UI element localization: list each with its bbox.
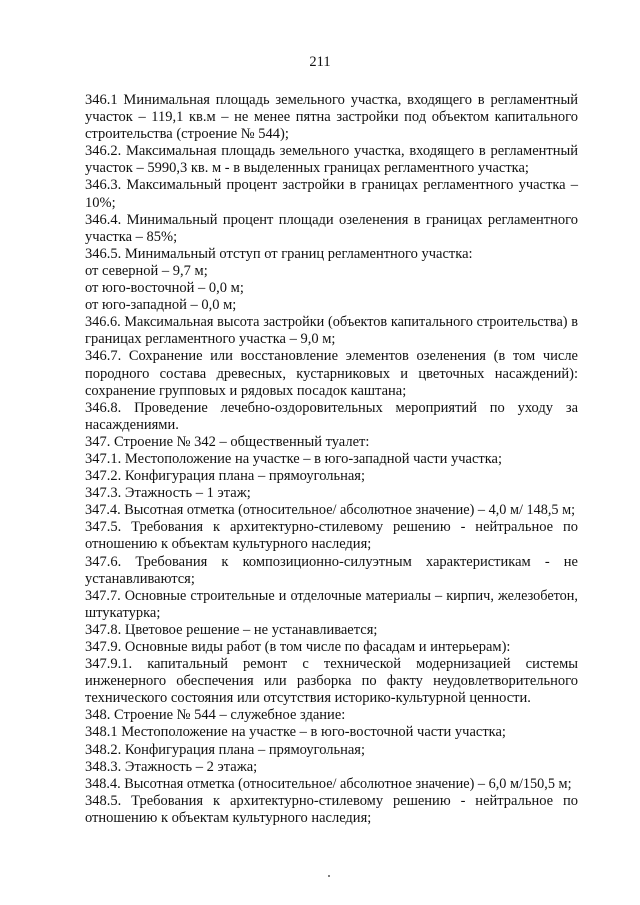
text-line: 347.6. Требования к композиционно-силуэтным характеристикам - не [85, 553, 578, 570]
text-line: 348.4. Высотная отметка (относительное/ абсолютное значение) – 6,0 м/150,5 м; [85, 775, 572, 792]
text-line: 348.5. Требования к архитектурно-стилевому решению - нейтральное по [85, 792, 578, 809]
text-line: отношению к объектам культурного наследия; [85, 809, 372, 826]
text-line: участка – 85%; [85, 228, 178, 245]
text-line: породного состава древесных, кустарниковых и цветочных насаждений): [85, 365, 578, 382]
text-line: 346.7. Сохранение или восстановление элементов озеленения (в том числе [85, 348, 578, 365]
text-line: 348.3. Этажность – 2 этажа; [85, 758, 258, 775]
document-body [85, 92, 578, 827]
text-line: 10%; [85, 194, 116, 211]
text-line: границах регламентного участка – 9,0 м; [85, 331, 336, 348]
text-line: штукатурка; [85, 604, 161, 621]
text-line: от северной – 9,7 м; [85, 262, 208, 279]
text-line: 347.7. Основные строительные и отделочные материалы – кирпич, железобетон, [85, 587, 578, 604]
text-line: 347. Строение № 342 – общественный туалет: [85, 433, 370, 450]
text-line: 346.5. Минимальный отступ от границ регламентного участка: [85, 245, 473, 262]
text-line: 348.1 Местоположение на участке – в юго-восточной части участка; [85, 724, 506, 741]
text-line: 348. Строение № 544 – служебное здание: [85, 707, 346, 724]
text-line: насаждениями. [85, 416, 179, 433]
text-line: устанавливаются; [85, 570, 195, 587]
text-line: 347.5. Требования к архитектурно-стилевому решению - нейтральное по [85, 519, 578, 536]
text-line: сохранение групповых и рядовых посадок каштана; [85, 382, 407, 399]
page-number: 211 [309, 54, 331, 70]
text-line: 347.9. Основные виды работ (в том числе по фасадам и интерьерам): [85, 639, 511, 655]
text-line: от юго-западной – 0,0 м; [85, 297, 237, 314]
scan-speck [328, 875, 330, 877]
text-line: 347.3. Этажность – 1 этаж; [85, 485, 251, 502]
text-line: 347.4. Высотная отметка (относительное/ абсолютное значение) – 4,0 м/ 148,5 м; [85, 502, 576, 519]
text-line: 347.9.1. капитальный ремонт с технической модернизацией системы [85, 656, 578, 673]
text-line: 346.2. Максимальная площадь земельного участка, входящего в регламентный [85, 143, 578, 160]
text-line: 346.1 Минимальная площадь земельного участка, входящего в регламентный [85, 92, 578, 108]
text-line: 347.2. Конфигурация плана – прямоугольная; [85, 468, 366, 485]
text-line: 347.8. Цветовое решение – не устанавливается; [85, 621, 378, 638]
text-line: технического состояния или отсутствия историко-культурной ценности. [85, 690, 531, 707]
text-line: 346.3. Максимальный процент застройки в границах регламентного участка – [85, 177, 578, 194]
text-line: 346.8. Проведение лечебно-оздоровительных мероприятий по уходу за [85, 399, 578, 416]
text-line: от юго-восточной – 0,0 м; [85, 280, 244, 297]
text-line: 346.4. Минимальный процент площади озеленения в границах регламентного [85, 211, 578, 228]
text-line: 348.2. Конфигурация плана – прямоугольная; [85, 741, 366, 758]
text-line: инженерного обеспечения или разборка по факту неудовлетворительного [85, 673, 578, 690]
text-line: участок – 119,1 кв.м – не менее пятна застройки под объектом капитального [85, 109, 578, 126]
text-line: участок – 5990,3 кв. м - в выделенных границах регламентного участка; [85, 160, 529, 177]
text-line: отношению к объектам культурного наследия; [85, 536, 372, 553]
text-line: 347.1. Местоположение на участке – в юго-западной части участка; [85, 450, 503, 467]
text-line: строительства (строение № 544); [85, 126, 289, 143]
text-line: 346.6. Максимальная высота застройки (объектов капитального строительства) в [85, 314, 578, 331]
